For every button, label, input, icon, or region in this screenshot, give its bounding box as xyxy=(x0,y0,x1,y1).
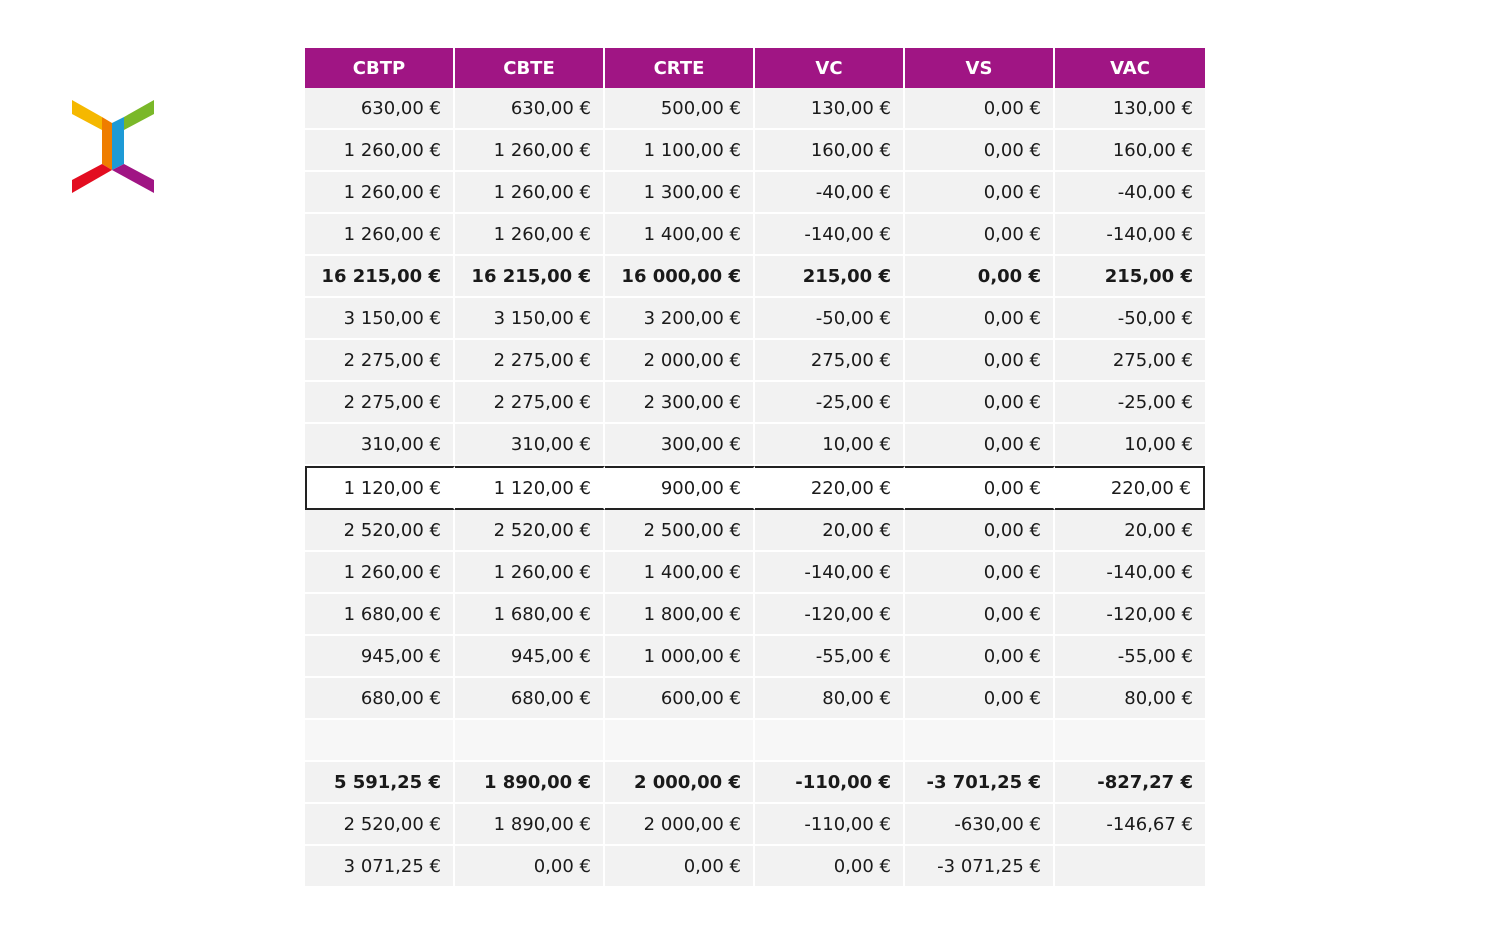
table-cell xyxy=(755,720,905,762)
table-cell: 130,00 € xyxy=(755,88,905,130)
table-row xyxy=(305,846,1205,888)
table-row xyxy=(305,762,1205,804)
table-cell: 0,00 € xyxy=(455,846,605,888)
table-cell: 310,00 € xyxy=(305,424,455,466)
table-row xyxy=(305,678,1205,720)
table-row xyxy=(305,256,1205,298)
table-cell: 900,00 € xyxy=(605,466,755,510)
table-cell: 0,00 € xyxy=(905,130,1055,172)
table-cell: 2 275,00 € xyxy=(305,340,455,382)
table-cell: 215,00 € xyxy=(755,256,905,298)
table-cell: 300,00 € xyxy=(605,424,755,466)
table-cell: 16 215,00 € xyxy=(455,256,605,298)
table-row xyxy=(305,552,1205,594)
table-cell: 680,00 € xyxy=(305,678,455,720)
table-cell: 20,00 € xyxy=(755,510,905,552)
table-cell: 2 000,00 € xyxy=(605,340,755,382)
table-row xyxy=(305,466,1205,510)
table-cell: 80,00 € xyxy=(755,678,905,720)
table-cell: 0,00 € xyxy=(905,172,1055,214)
table-cell xyxy=(455,720,605,762)
table-cell: 3 150,00 € xyxy=(455,298,605,340)
table-cell: 3 200,00 € xyxy=(605,298,755,340)
table-row xyxy=(305,424,1205,466)
table-cell: 0,00 € xyxy=(905,552,1055,594)
table-cell: 630,00 € xyxy=(305,88,455,130)
table-cell: -140,00 € xyxy=(1055,214,1205,256)
table-cell: 16 000,00 € xyxy=(605,256,755,298)
table-cell: 1 260,00 € xyxy=(305,214,455,256)
table-cell: 2 275,00 € xyxy=(455,340,605,382)
table-cell xyxy=(305,720,455,762)
table-cell: -25,00 € xyxy=(755,382,905,424)
table-cell: -55,00 € xyxy=(755,636,905,678)
table-cell: -55,00 € xyxy=(1055,636,1205,678)
table-cell: 0,00 € xyxy=(905,340,1055,382)
table-body xyxy=(305,88,1205,888)
table-header-row xyxy=(305,48,1205,88)
table-cell: 2 300,00 € xyxy=(605,382,755,424)
table-cell: 1 890,00 € xyxy=(455,762,605,804)
table-row xyxy=(305,172,1205,214)
table-cell: 0,00 € xyxy=(605,846,755,888)
table-cell: 160,00 € xyxy=(1055,130,1205,172)
table-cell: 0,00 € xyxy=(905,88,1055,130)
table-cell: 220,00 € xyxy=(1055,466,1205,510)
table-cell: -120,00 € xyxy=(1055,594,1205,636)
table-cell: 275,00 € xyxy=(755,340,905,382)
table-cell: -120,00 € xyxy=(755,594,905,636)
table-cell: 160,00 € xyxy=(755,130,905,172)
table-cell: 1 800,00 € xyxy=(605,594,755,636)
table-cell: 680,00 € xyxy=(455,678,605,720)
table-cell xyxy=(1055,720,1205,762)
table-cell: -146,67 € xyxy=(1055,804,1205,846)
table-cell: -3 701,25 € xyxy=(905,762,1055,804)
table-row xyxy=(305,88,1205,130)
table-cell: -110,00 € xyxy=(755,804,905,846)
table-cell xyxy=(1055,846,1205,888)
table-cell: 0,00 € xyxy=(905,636,1055,678)
table-cell: -50,00 € xyxy=(755,298,905,340)
table-cell: 2 000,00 € xyxy=(605,762,755,804)
table-cell: 1 260,00 € xyxy=(305,172,455,214)
table-cell: 1 400,00 € xyxy=(605,214,755,256)
table-cell: 600,00 € xyxy=(605,678,755,720)
table-cell: 945,00 € xyxy=(305,636,455,678)
table-cell: -140,00 € xyxy=(1055,552,1205,594)
table-row xyxy=(305,720,1205,762)
table-cell: 5 591,25 € xyxy=(305,762,455,804)
table-cell: 1 890,00 € xyxy=(455,804,605,846)
table-cell: 0,00 € xyxy=(905,256,1055,298)
table-cell: 275,00 € xyxy=(1055,340,1205,382)
table-cell: 1 260,00 € xyxy=(305,552,455,594)
table-cell: -110,00 € xyxy=(755,762,905,804)
table-cell: 16 215,00 € xyxy=(305,256,455,298)
table-cell: 1 300,00 € xyxy=(605,172,755,214)
table-cell: 310,00 € xyxy=(455,424,605,466)
table-cell: 1 260,00 € xyxy=(455,214,605,256)
column-header-cbte: CBTE xyxy=(455,48,605,88)
table-cell: 500,00 € xyxy=(605,88,755,130)
column-header-vc: VC xyxy=(755,48,905,88)
table-cell: 1 260,00 € xyxy=(455,552,605,594)
column-header-vac: VAC xyxy=(1055,48,1205,88)
table-cell: 0,00 € xyxy=(905,466,1055,510)
table-cell: 2 520,00 € xyxy=(305,510,455,552)
table-row xyxy=(305,594,1205,636)
table-cell: 1 260,00 € xyxy=(455,172,605,214)
table-cell: -3 071,25 € xyxy=(905,846,1055,888)
table-cell: 1 120,00 € xyxy=(305,466,455,510)
table-cell: 20,00 € xyxy=(1055,510,1205,552)
table-cell: 10,00 € xyxy=(755,424,905,466)
table-cell: 130,00 € xyxy=(1055,88,1205,130)
column-header-crte: CRTE xyxy=(605,48,755,88)
table-cell: 1 000,00 € xyxy=(605,636,755,678)
table-cell: 0,00 € xyxy=(905,678,1055,720)
table-cell: 2 275,00 € xyxy=(305,382,455,424)
table-cell: 220,00 € xyxy=(755,466,905,510)
table-cell: 0,00 € xyxy=(905,214,1055,256)
table-cell: -630,00 € xyxy=(905,804,1055,846)
table-cell: 0,00 € xyxy=(905,424,1055,466)
table-row xyxy=(305,298,1205,340)
stylized-x-logo-icon xyxy=(72,100,154,194)
table-cell: 2 275,00 € xyxy=(455,382,605,424)
table-cell: -140,00 € xyxy=(755,214,905,256)
table-cell: -140,00 € xyxy=(755,552,905,594)
table-cell: 0,00 € xyxy=(905,382,1055,424)
table-cell: 1 100,00 € xyxy=(605,130,755,172)
table-cell: 0,00 € xyxy=(905,594,1055,636)
table-cell: 2 520,00 € xyxy=(455,510,605,552)
table-cell: 1 680,00 € xyxy=(305,594,455,636)
table-cell: 2 000,00 € xyxy=(605,804,755,846)
table-row xyxy=(305,340,1205,382)
table-cell: -827,27 € xyxy=(1055,762,1205,804)
table-cell: 0,00 € xyxy=(905,298,1055,340)
table-cell: 0,00 € xyxy=(755,846,905,888)
table-cell: 1 120,00 € xyxy=(455,466,605,510)
table-cell: 630,00 € xyxy=(455,88,605,130)
table-cell xyxy=(605,720,755,762)
table-cell: -40,00 € xyxy=(755,172,905,214)
table-cell: 80,00 € xyxy=(1055,678,1205,720)
column-header-cbtp: CBTP xyxy=(305,48,455,88)
table-cell: -40,00 € xyxy=(1055,172,1205,214)
table-row xyxy=(305,636,1205,678)
table-row xyxy=(305,804,1205,846)
table-cell: 3 150,00 € xyxy=(305,298,455,340)
column-header-vs: VS xyxy=(905,48,1055,88)
earned-value-table xyxy=(305,48,1205,888)
table-cell: 1 260,00 € xyxy=(455,130,605,172)
table-cell xyxy=(905,720,1055,762)
table-cell: 10,00 € xyxy=(1055,424,1205,466)
table-cell: 2 500,00 € xyxy=(605,510,755,552)
table-row xyxy=(305,214,1205,256)
table-cell: 1 260,00 € xyxy=(305,130,455,172)
table-row xyxy=(305,510,1205,552)
table-cell: 215,00 € xyxy=(1055,256,1205,298)
table-cell: 1 400,00 € xyxy=(605,552,755,594)
table-cell: 2 520,00 € xyxy=(305,804,455,846)
table-row xyxy=(305,382,1205,424)
table-cell: 945,00 € xyxy=(455,636,605,678)
table-cell: -25,00 € xyxy=(1055,382,1205,424)
table-cell: -50,00 € xyxy=(1055,298,1205,340)
table-row xyxy=(305,130,1205,172)
table-cell: 3 071,25 € xyxy=(305,846,455,888)
table-cell: 1 680,00 € xyxy=(455,594,605,636)
table-cell: 0,00 € xyxy=(905,510,1055,552)
